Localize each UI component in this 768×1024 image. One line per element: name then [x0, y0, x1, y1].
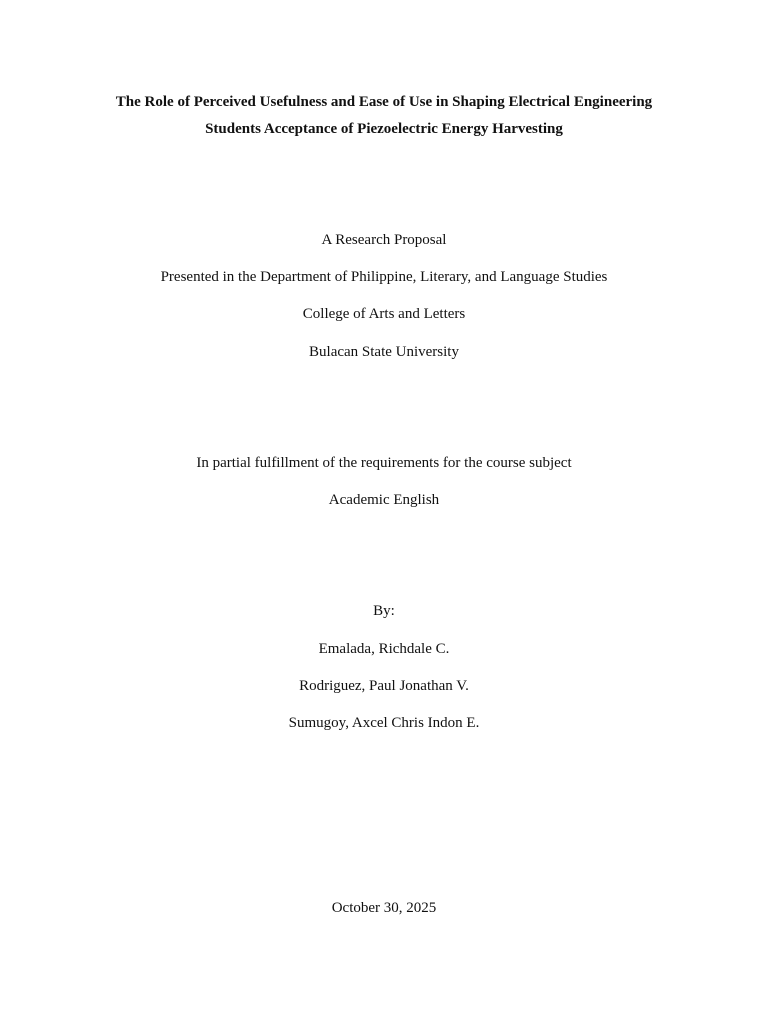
- fulfillment-statement: In partial fulfillment of the requirements for the course subject: [196, 455, 572, 471]
- university-line: Bulacan State University: [309, 344, 459, 360]
- course-name: Academic English: [328, 492, 440, 508]
- author-name: Emalada, Richdale C.: [318, 641, 450, 657]
- author-name: Rodriguez, Paul Jonathan V.: [299, 678, 469, 694]
- submission-date: October 30, 2025: [331, 900, 437, 916]
- college-line: College of Arts and Letters: [302, 306, 466, 322]
- title-line-1: The Role of Perceived Usefulness and Ease of Use in Shaping Electrical Engineering: [115, 94, 653, 110]
- title-line-2: Students Acceptance of Piezoelectric Energy Harvesting: [205, 121, 563, 137]
- author-name: Sumugoy, Axcel Chris Indon E.: [288, 715, 480, 731]
- department-line: Presented in the Department of Philippine, Literary, and Language Studies: [160, 269, 608, 285]
- by-label: By:: [373, 603, 395, 619]
- proposal-type: A Research Proposal: [321, 232, 447, 248]
